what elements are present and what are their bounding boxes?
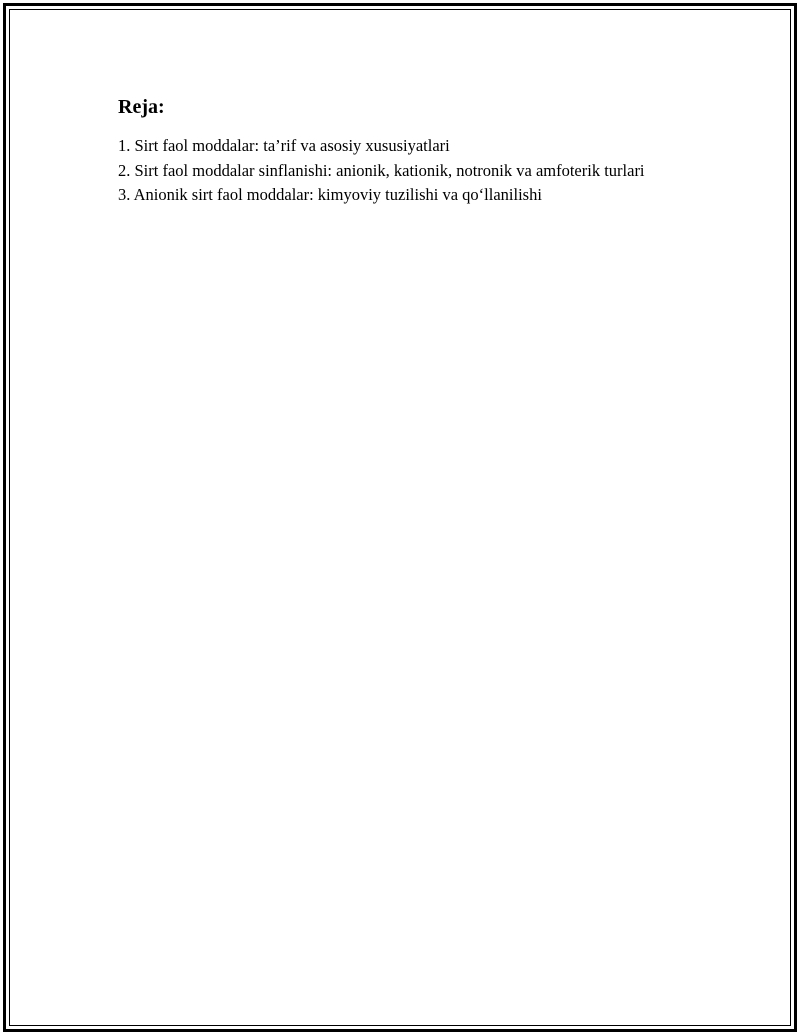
page-content — [118, 94, 678, 208]
plan-item-1: 1. Sirt faol moddalar: ta’rif va asosiy xususiyatlari — [118, 136, 450, 155]
plan-list — [118, 134, 678, 208]
plan-title: Reja: — [118, 96, 165, 118]
plan-item-2: 2. Sirt faol moddalar sinflanishi: anionik, kationik, notronik va amfoterik turlari — [118, 160, 645, 180]
plan-item-3: 3. Anionik sirt faol moddalar: kimyoviy tuzilishi va qo‘llanilishi — [118, 185, 542, 204]
